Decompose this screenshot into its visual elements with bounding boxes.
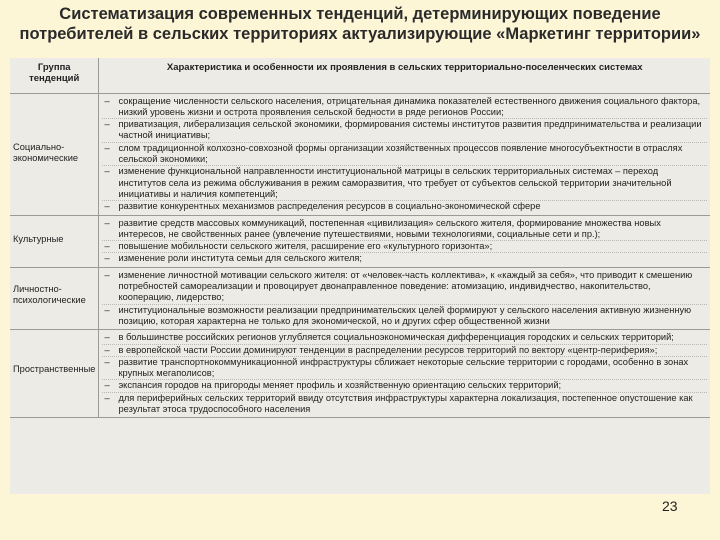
group-name-cultural: Культурные xyxy=(13,233,64,244)
trends-table-image xyxy=(10,58,710,494)
items-cell xyxy=(99,215,710,267)
list-item: – приватизация, либерализация сельской экономики, формирования системы институтов развития предпринимательства и реализации частной инициативы; xyxy=(102,119,707,143)
list-item: – институциональные возможности реализации предпринимательских целей формируют у сельского населения активную жизненную позицию, которая характерна не только для экономической, но и других сфер общественной жизни xyxy=(102,305,707,328)
trends-table xyxy=(10,58,710,418)
items-cell xyxy=(99,267,710,329)
group-cell xyxy=(10,330,99,418)
page-number: 23 xyxy=(662,498,678,514)
list-item: – в большинстве российских регионов углубляется социальноэкономическая дифференциация городских и сельских территорий; xyxy=(102,332,707,344)
items-cell xyxy=(99,330,710,418)
list-item: – слом традиционной колхозно-совхозной формы организации хозяйственных процессов появление многосубъектности в отраслях сельской экономики; xyxy=(102,143,707,167)
list-item: – экспансия городов на пригороды меняет профиль и хозяйственную ориентацию сельских территорий; xyxy=(102,380,707,392)
group-name-personal-psychological: Личностно-психологические xyxy=(13,283,86,306)
list-item: – повышение мобильности сельского жителя, расширение его «культурного горизонта»; xyxy=(102,241,707,253)
slide-title xyxy=(0,4,720,44)
table-row xyxy=(10,267,710,329)
list-item: – развитие транспортнокоммуникационной инфраструктуры сближает некоторые сельские территории с городами, особенно в зонах крупных мегаполисов; xyxy=(102,357,707,381)
table-header-row xyxy=(10,58,710,93)
slide-title-line-1: Систематизация современных тенденций, детерминирующих поведение xyxy=(59,5,661,23)
list-item: – развитие средств массовых коммуникаций, постепенная «цивилизация» сельского жителя, формирование множества новых интересов, не свойственных ранее (увлечение путешествиями, новыми технологиями, социальные сети и пр.); xyxy=(102,218,707,242)
items-cell xyxy=(99,93,710,215)
group-cell xyxy=(10,267,99,329)
list-item: – развитие конкурентных механизмов распределения ресурсов в социально-экономической сфере xyxy=(102,201,707,212)
slide-title-line-2: потребителей в сельских территориях актуализирующие «Маркетинг территории» xyxy=(19,25,701,43)
list-item: – изменение функциональной направленности институциональной матрицы в сельских территориальных системах – переход институтов села из режима обслуживания в режим саморазвития, что требует от субъектов сельской территории значительной инициативы и наличия компетенций; xyxy=(102,166,707,201)
table-row xyxy=(10,330,710,418)
group-cell xyxy=(10,93,99,215)
list-item: – изменение личностной мотивации сельского жителя: от «человек-часть коллектива», к «каждый за себя», что приводит к смешению потребностей самореализации и провоцирует двонаправленное поведение: атомизацию, индивидчество, накопительство, кооперацию, лидерство; xyxy=(102,270,707,305)
list-item: – изменение роли института семьи для сельского жителя; xyxy=(102,253,707,264)
group-name-socio-economic: Социально-экономические xyxy=(13,141,79,163)
table-row xyxy=(10,215,710,267)
table-row xyxy=(10,93,710,215)
group-name-spatial: Пространственные xyxy=(13,364,96,375)
list-item: – сокращение численности сельского населения, отрицательная динамика показателей естественного движения социального фактора, низкий уровень жизни и острота проявления сельской бедности в ряде регионов России; xyxy=(102,96,707,120)
column-header-group: Группа тенденций xyxy=(10,58,99,93)
column-header-characteristic: Характеристика и особенности их проявления в сельских территориально-поселенческих системах xyxy=(99,58,710,93)
list-item: – в европейской части России доминируют тенденции в распределении ресурсов территорий по вектору «центр-периферия»; xyxy=(102,345,707,357)
group-cell xyxy=(10,215,99,267)
list-item: – для периферийных сельских территорий ввиду отсутствия инфраструктуры характерна локализация, постепенное опустошение как результат этоса трудоспособного населения xyxy=(102,393,707,416)
